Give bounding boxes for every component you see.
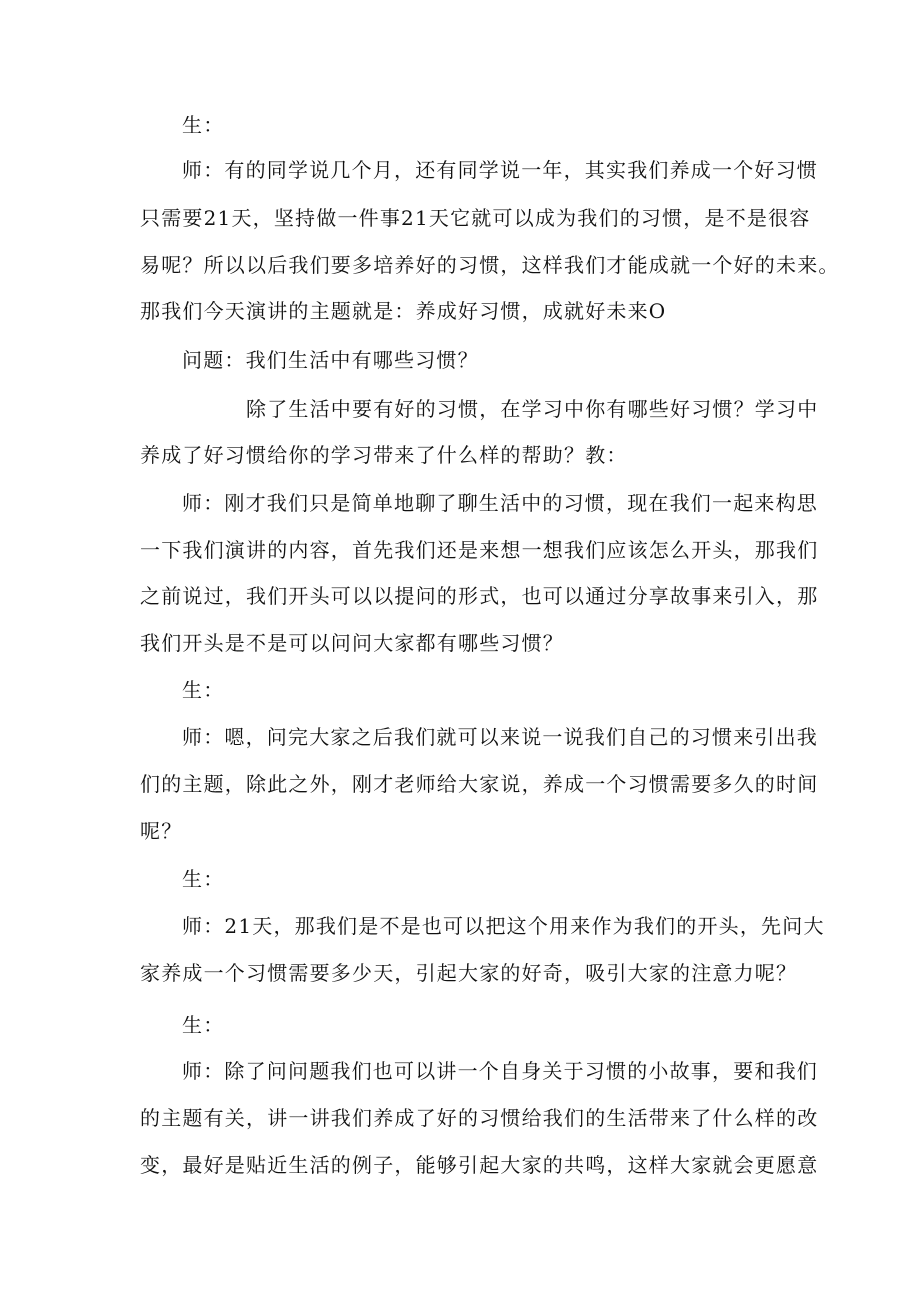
paragraph-line: 问题：我们生活中有哪些习惯？ <box>182 348 479 372</box>
paragraph-line: 师：21天，那我们是不是也可以把这个用来作为我们的开头，先问大 <box>182 914 825 938</box>
paragraph-line: 之前说过，我们开头可以以提问的形式，也可以通过分享故事来引入，那 <box>140 584 819 608</box>
paragraph-line: 生： <box>182 1013 225 1037</box>
paragraph-line: 生： <box>182 867 225 891</box>
paragraph-line: 家养成一个习惯需要多少天，引起大家的好奇，吸引大家的注意力呢？ <box>140 961 798 985</box>
paragraph-line: 生： <box>182 113 225 137</box>
paragraph-line: 那我们今天演讲的主题就是：养成好习惯，成就好未来O <box>140 299 667 323</box>
paragraph-line: 只需要21天，坚持做一件事21天它就可以成为我们的习惯，是不是很容 <box>140 206 811 230</box>
paragraph-line: 师：有的同学说几个月，还有同学说一年，其实我们养成一个好习惯 <box>182 158 818 182</box>
paragraph-line: 除了生活中要有好的习惯，在学习中你有哪些好习惯？学习中 <box>246 397 819 421</box>
paragraph-line: 一下我们演讲的内容，首先我们还是来想一想我们应该怎么开头，那我们 <box>140 538 819 562</box>
paragraph-line: 呢？ <box>140 819 183 843</box>
paragraph-line: 养成了好习惯给你的学习带来了什么样的帮助？教： <box>140 443 628 467</box>
paragraph-line: 的主题有关，讲一讲我们养成了好的习惯给我们的生活带来了什么样的改 <box>140 1106 819 1130</box>
paragraph-line: 师：刚才我们只是简单地聊了聊生活中的习惯，现在我们一起来构思 <box>182 491 818 515</box>
paragraph-line: 我们开头是不是可以问问大家都有哪些习惯？ <box>140 631 564 655</box>
paragraph-line: 师：除了问问题我们也可以讲一个自身关于习惯的小故事，要和我们 <box>182 1059 818 1083</box>
paragraph-line: 师：嗯，问完大家之后我们就可以来说一说我们自己的习惯来引出我 <box>182 725 818 749</box>
paragraph-line: 变，最好是贴近生活的例子，能够引起大家的共鸣，这样大家就会更愿意 <box>140 1153 819 1177</box>
paragraph-line: 们的主题，除此之外，刚才老师给大家说，养成一个习惯需要多久的时间 <box>140 772 819 796</box>
paragraph-line: 易呢？所以以后我们要多培养好的习惯，这样我们才能成就一个好的未来。 <box>140 253 840 277</box>
paragraph-line: 生： <box>182 678 225 702</box>
